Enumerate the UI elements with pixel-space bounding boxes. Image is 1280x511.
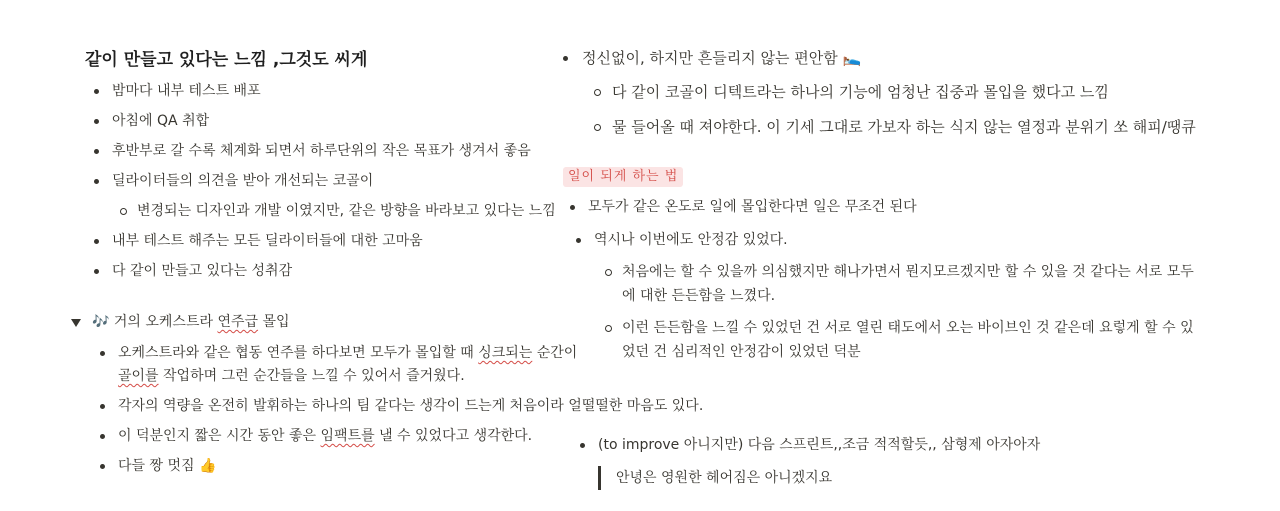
toggle-triangle-icon[interactable] xyxy=(71,319,81,327)
section-heading: 같이 만들고 있다는 느낌 ,그것도 씨게 xyxy=(85,50,368,70)
toggle-title-misspelled: 연주급 xyxy=(217,314,259,330)
thumbs-up-icon: 👍 xyxy=(198,458,217,474)
misspelled-word: 임팩트를 xyxy=(320,428,375,444)
quote-text: 안녕은 영원한 헤어짐은 아니겠지요 xyxy=(616,470,833,486)
toggle-title[interactable] xyxy=(92,312,290,332)
list-item: 모두가 같은 온도로 일에 몰입한다면 일은 무조건 된다 xyxy=(588,199,917,215)
list-item: 아침에 QA 취합 xyxy=(112,113,210,129)
list-item: 각자의 역량을 온전히 발휘하는 하나의 팀 같다는 생각이 드는게 처음이라 얼떨떨한 마음도 있다. xyxy=(118,398,704,414)
inline-tag: 일이 되게 하는 법 xyxy=(563,167,683,187)
list-item-text: 낼 수 있었다고 생각한다. xyxy=(374,428,533,444)
list-item: 딜라이터들의 의견을 받아 개선되는 코골이 xyxy=(112,173,374,189)
sub-list-item-continuation: 에 대한 든든함을 느꼈다. xyxy=(622,288,776,304)
toggle-title-text: 거의 오케스트라 xyxy=(113,314,218,330)
sub-list-item: 물 들어올 때 져야한다. 이 기세 그대로 가보자 하는 식지 않는 열정과 분위기 쏘 해피/땡큐 xyxy=(612,118,1196,136)
list-item: 역시나 이번에도 안정감 있었다. xyxy=(594,232,788,248)
toggle-title-text: 몰입 xyxy=(258,314,290,330)
list-item xyxy=(118,456,216,476)
list-item: 밤마다 내부 테스트 배포 xyxy=(112,83,261,99)
list-item: 후반부로 갈 수록 체계화 되면서 하루단위의 작은 목표가 생겨서 좋음 xyxy=(112,143,531,159)
bed-icon: 🛌 xyxy=(842,49,862,67)
list-item-continuation xyxy=(118,366,465,386)
sub-list-item: 변경되는 디자인과 개발 이였지만, 같은 방향을 바라보고 있다는 느낌 xyxy=(137,203,556,219)
list-item-text: 정신없이, 하지만 흔들리지 않는 편안함 xyxy=(582,49,838,67)
list-item-text: 다들 짱 멋짐 xyxy=(118,458,195,474)
sub-list-item-continuation: 었던 건 심리적인 안정감이 있었던 덕분 xyxy=(622,344,861,360)
misspelled-word: 싱크되는 xyxy=(478,345,533,361)
list-item-text: 작업하며 그런 순간들을 느낄 수 있어서 즐거웠다. xyxy=(158,368,465,384)
list-item: 내부 테스트 해주는 모든 딜라이터들에 대한 고마움 xyxy=(112,233,423,249)
list-item xyxy=(118,426,532,446)
list-item xyxy=(582,47,861,69)
list-item: (to improve 아니지만) 다음 스프린트,,조금 적적할듯,, 삼형제 아자아자 xyxy=(598,437,1041,453)
list-item: 다 같이 만들고 있다는 성취감 xyxy=(112,263,293,279)
list-item-text: 순간이 xyxy=(532,345,578,361)
sub-list-item: 이런 든든함을 느낄 수 있었던 건 서로 열린 태도에서 오는 바이브인 것 같은데 요렇게 할 수 있 xyxy=(622,320,1194,336)
list-item xyxy=(118,343,577,363)
sub-list-item: 다 같이 코골이 디텍트라는 하나의 기능에 엄청난 집중과 몰입을 했다고 느낌 xyxy=(612,83,1109,101)
misspelled-word: 골이를 xyxy=(118,368,159,384)
sub-list-item: 처음에는 할 수 있을까 의심했지만 해나가면서 뭔지모르겠지만 할 수 있을 것 같다는 서로 모두 xyxy=(622,264,1194,280)
quote-bar xyxy=(598,466,601,490)
list-item-text: 오케스트라와 같은 협동 연주를 하다보면 모두가 몰입할 때 xyxy=(118,345,479,361)
list-item-text: 이 덕분인지 짧은 시간 동안 좋은 xyxy=(118,428,321,444)
music-notes-icon: 🎶 xyxy=(92,314,110,330)
